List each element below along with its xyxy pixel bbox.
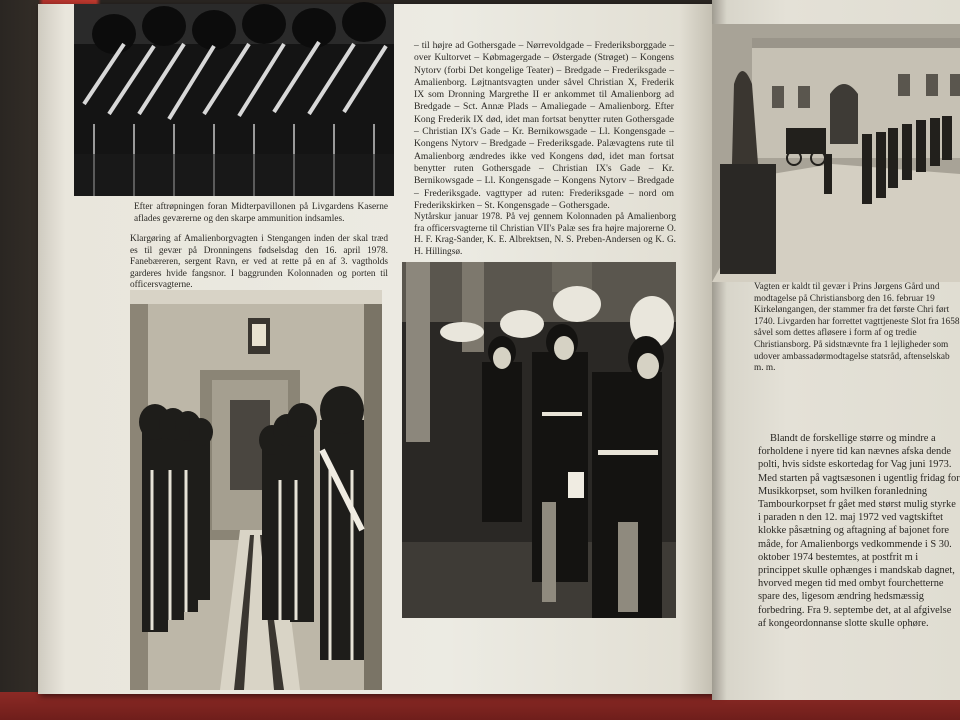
caption-right-page-photo: Vagten er kaldt til gevær i Prins Jørgens Gård und modtagelse på Christiansborg den 16. februar 19 Kirkeløngangen, der stammer fra det første Chri ført 1740. Livgarden har forrettet vagttjeneste Slot fra 1658 såvel som dettes afløsere i form af og tredie Christiansborg. På sidstnævnte fra 1 lejligheder som udover ambassadørmodtagelse statsråd, aftenselskab m. m. <box>754 282 960 374</box>
photo-christiansborg-courtyard <box>712 24 960 282</box>
caption-right-photo: Nytårskur januar 1978. På vej gennem Kolonnaden på Amalienborg fra officersvagterne til Christian VII's Palæ ses fra højre majorerne O. H. F. Krag-Sander, K. E. Albrektsen, N. S. Preben-Andersen og K. G. H. Hillingsø. <box>414 212 676 257</box>
photo-guards-rifles <box>74 4 394 196</box>
caption-bottom-left-photo: Klargøring af Amalienborgvagten i Stengangen inden der skal træd es til gevær på Dronningens fødselsdag den 16. april 1978. Fanebæreren, sergent Ravn, er ved at rette på en af 3. vagtholds garderes hvide fangsnor. I baggrunden Kolonnaden og porten til officersvagterne. <box>130 234 388 291</box>
route-text: – til højre ad Gothersgade – Nørrevoldgade – Frederiksborggade – over Kultorvet – Købmagergade – Østergade (Strøget) – Kongens Nytorv (forbi Det kongelige Teater) – Bredgade – Frederiksgade – Amalienborg. Løjtnantsvagten under såvel Christian X, Frederik IX som Dronning Margrethe II er ankommet til Amalienborg ad Bredgade – Sct. Annæ Plads – Amaliegade – Amalienborg. Efter Kong Frederik IX død, idet man fortsat benytter ruten Gothersgade – Christian IX's Gade – Kr. Bernikowsgade – Ll. Kongensgade – Kongens Nytorv – Bredgade – Frederiksgade. Palævagtens rute til Amalienborg ændredes ikke ved Kongens død, idet man fortsat benytter ruten Gothersgade – Christian IX's Gade – Kr. Bernikowsgade – Ll. Kongensgade – Kongens Nytorv – Bredgade – Frederiksgade. vagttyper ad ruten: Frederiksgade – nord om Frederikskirken – St. Kongensgade – Gothersgade. <box>414 40 674 211</box>
photo-colonnade-guards <box>130 290 382 690</box>
right-page-body-text: Blandt de forskellige større og mindre a forholdene i nyere tid kan nævnes afska dende polti, hvis sidste eskortedag for Vag juni 1973. Med starten på vagtsæsonen i ugentlig fridag for Musikkorpset, som hvilken foranledning Tambourkorpset fr gået med størst mulig styrke i paraden n den 12. maj 1972 ved vagtskiftet klokke påsætning og aftagning af bajonet fore måde, for Amalienborgs vedkommende i S 30. oktober 1974 bestemtes, at postfrit m i princippet skulle ophænges i mandskab dagnet, hvorved megen tid med ombyt fourchetterne spare des, ligesom ændring hedsmæssig forbedring. Fra 9. septembe det, at al afgivelse af kongeordonnanse slotte skulle ophøre. <box>758 433 960 629</box>
caption-top-photo: Efter aftrøpningen foran Midterpavillonen på Livgardens Kaserne aflades geværerne og den skarpe ammunition indsamles. <box>134 202 388 224</box>
photo-officers-new-year <box>402 262 676 618</box>
